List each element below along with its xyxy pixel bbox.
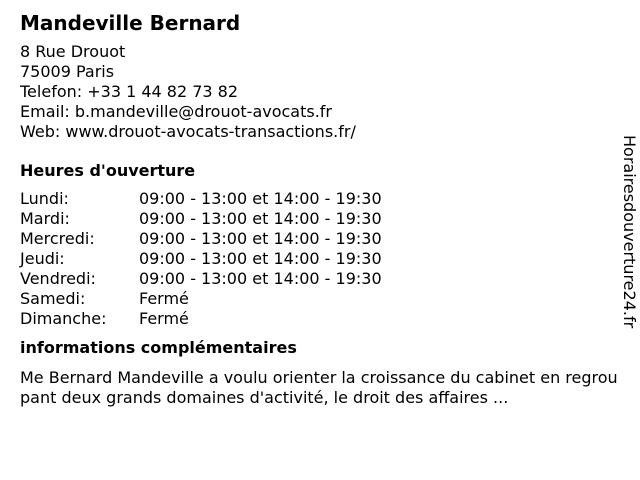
hours-row-mardi	[20, 209, 620, 229]
hours-row-vendredi	[20, 269, 620, 289]
hours-row-mercredi	[20, 229, 620, 249]
hours-table	[20, 189, 620, 329]
hours-row-jeudi	[20, 249, 620, 269]
phone-line: Telefon: +33 1 44 82 73 82	[20, 82, 239, 101]
business-name: Mandeville Bernard	[20, 11, 241, 35]
day-hours: 09:00 - 13:00 et 14:00 - 19:30	[139, 229, 382, 248]
info-title: informations complémentaires	[20, 338, 297, 357]
day-label: Jeudi:	[20, 249, 65, 268]
hours-title: Heures d'ouverture	[20, 161, 196, 180]
day-hours: 09:00 - 13:00 et 14:00 - 19:30	[139, 249, 382, 268]
day-label: Dimanche:	[20, 309, 107, 328]
hours-row-lundi	[20, 189, 620, 209]
day-label: Lundi:	[20, 189, 69, 208]
email-line: Email: b.mandeville@drouot-avocats.fr	[20, 102, 333, 121]
day-label: Samedi:	[20, 289, 86, 308]
address-street: 8 Rue Drouot	[20, 42, 126, 61]
info-description: Me Bernard Mandeville a voulu orienter la croissance du cabinet en regroupant deux grands domaines d'activité, le droit des affaires ...	[20, 368, 618, 407]
day-label: Mercredi:	[20, 229, 95, 248]
hours-row-samedi	[20, 289, 620, 309]
address-city: 75009 Paris	[20, 62, 115, 81]
site-watermark: Horairesdouverture24.fr	[620, 135, 639, 329]
day-label: Mardi:	[20, 209, 70, 228]
day-hours: 09:00 - 13:00 et 14:00 - 19:30	[139, 209, 382, 228]
day-hours: 09:00 - 13:00 et 14:00 - 19:30	[139, 269, 382, 288]
day-hours: Fermé	[139, 309, 189, 328]
day-label: Vendredi:	[20, 269, 96, 288]
hours-row-dimanche	[20, 309, 620, 329]
business-card	[20, 10, 620, 408]
web-line: Web: www.drouot-avocats-transactions.fr/	[20, 122, 356, 141]
day-hours: Fermé	[139, 289, 189, 308]
day-hours: 09:00 - 13:00 et 14:00 - 19:30	[139, 189, 382, 208]
